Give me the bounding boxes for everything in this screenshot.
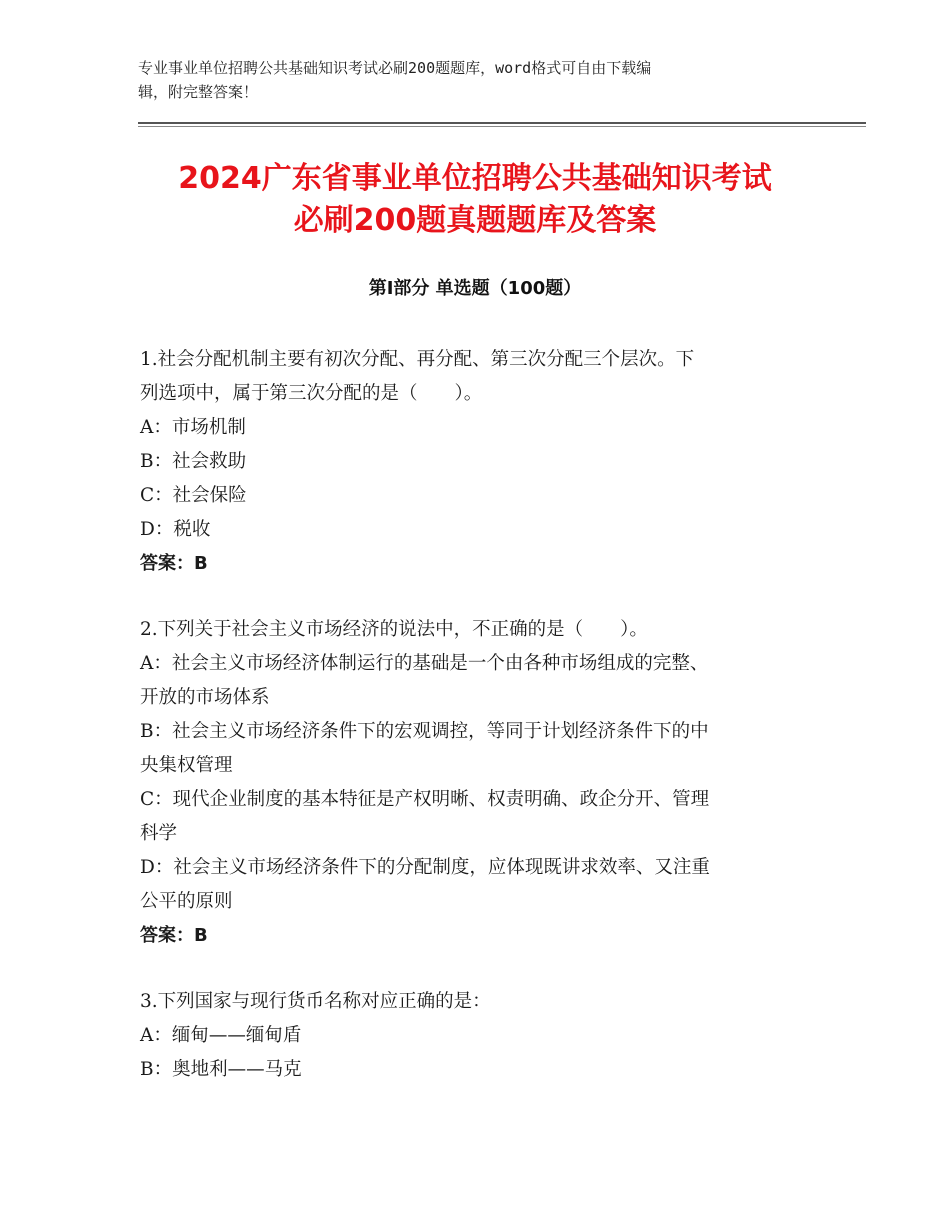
question-list <box>140 343 810 1087</box>
option-a: A：市场机制 <box>140 417 246 438</box>
question-2 <box>140 613 810 953</box>
document-title-line-1: 2024广东省事业单位招聘公共基础知识考试 <box>178 161 772 196</box>
option-c-continued: 科学 <box>140 823 178 844</box>
header-note <box>138 56 798 104</box>
question-stem-line: 2.下列关于社会主义市场经济的说法中，不正确的是（ ）。 <box>140 619 648 640</box>
document-title-line-2: 必刷200题真题题库及答案 <box>293 203 657 238</box>
option-a: A：社会主义市场经济体制运行的基础是一个由各种市场组成的完整、 <box>140 653 709 674</box>
option-a: A：缅甸——缅甸盾 <box>140 1025 302 1046</box>
section-title: 第Ⅰ部分 单选题（100题） <box>368 278 582 299</box>
option-c: C：现代企业制度的基本特征是产权明晰、权责明确、政企分开、管理 <box>140 789 710 810</box>
option-b: B：社会救助 <box>140 451 247 472</box>
answer: 答案：B <box>140 553 208 574</box>
question-3 <box>140 985 810 1087</box>
option-d: D：税收 <box>140 519 211 540</box>
option-a-continued: 开放的市场体系 <box>140 687 270 708</box>
option-b: B：奥地利——马克 <box>140 1059 302 1080</box>
document-title <box>100 158 850 242</box>
question-stem-line: 列选项中，属于第三次分配的是（ ）。 <box>140 383 483 404</box>
header-divider-thin <box>138 126 866 127</box>
header-note-line-2: 辑，附完整答案！ <box>138 83 259 101</box>
question-1 <box>140 343 810 581</box>
question-stem-line: 1.社会分配机制主要有初次分配、再分配、第三次分配三个层次。下 <box>140 349 695 370</box>
option-d: D：社会主义市场经济条件下的分配制度，应体现既讲求效率、又注重 <box>140 857 710 878</box>
option-b-continued: 央集权管理 <box>140 755 233 776</box>
header-note-line-1: 专业事业单位招聘公共基础知识考试必刷200题题库，word格式可自由下载编 <box>138 59 652 77</box>
option-b: B：社会主义市场经济条件下的宏观调控，等同于计划经济条件下的中 <box>140 721 709 742</box>
question-stem-line: 3.下列国家与现行货币名称对应正确的是： <box>140 991 491 1012</box>
answer: 答案：B <box>140 925 208 946</box>
option-c: C：社会保险 <box>140 485 247 506</box>
question-spacer <box>140 953 810 985</box>
question-spacer <box>140 581 810 613</box>
header-divider-thick <box>138 122 866 124</box>
option-d-continued: 公平的原则 <box>140 891 233 912</box>
